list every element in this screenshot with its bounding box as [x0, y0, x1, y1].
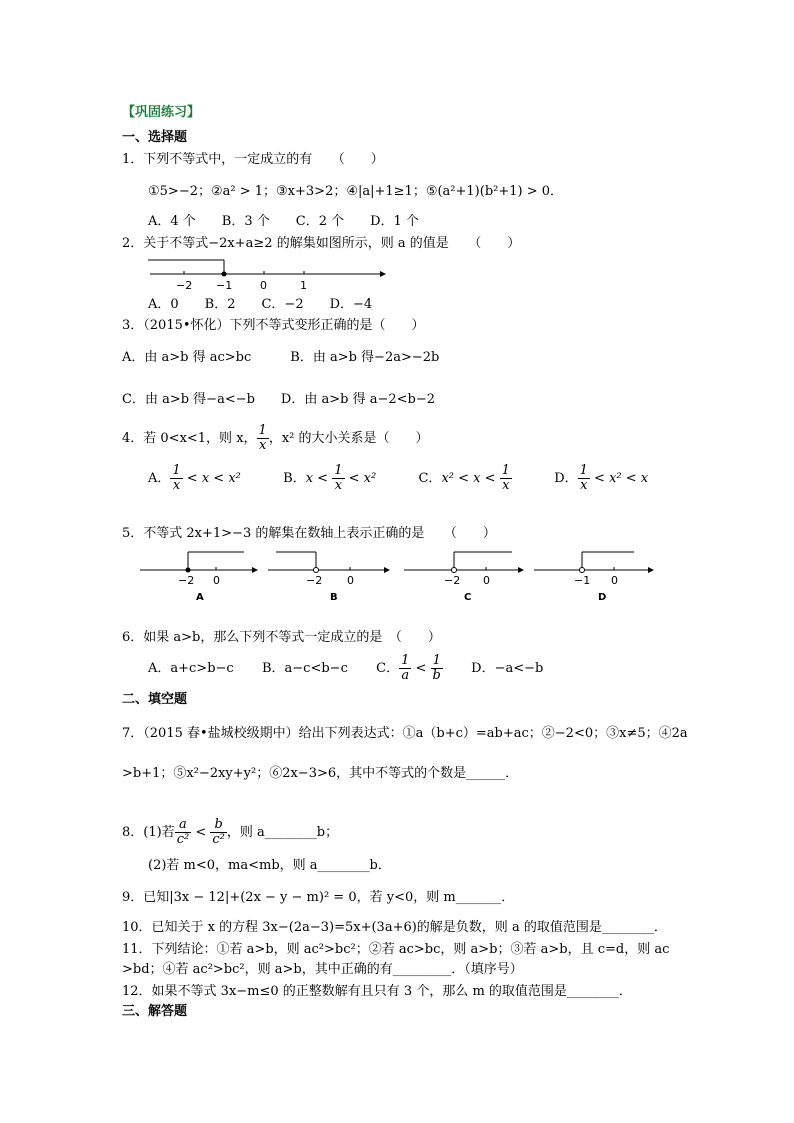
q11-line2: >bd；④若 ac²>bc²，则 a>b，其中正确的有_________．（填序号）	[122, 962, 523, 977]
q5-a-solid-point	[186, 568, 191, 573]
q3-stem: 3．（2015•怀化）下列不等式变形正确的是（ ）	[122, 318, 425, 333]
q5-b-tick: −2	[306, 574, 323, 587]
q2-number-line	[148, 256, 388, 294]
q5-d-label: D	[598, 592, 607, 602]
q5-c-tick: −2	[444, 574, 461, 587]
q5-c-tick: 0	[483, 574, 490, 587]
q4-option-a: A． $\frac{1}{x}$ < x < x²	[148, 463, 241, 493]
part-heading-choice: 一、选择题	[122, 130, 188, 145]
q3-options-cd: C．由 a>b 得−a<−b D．由 a>b 得 a−2<b−2	[122, 392, 436, 407]
q12-text: 12．如果不等式 3x−m≤0 的正整数解有且只有 3 个，那么 m 的取值范围是________．	[122, 984, 632, 999]
q5-d-open-point	[580, 568, 585, 573]
q2-tick-label: −2	[176, 279, 193, 292]
q4-options	[148, 464, 648, 494]
q9-text: 9．已知|3x − 12|+(2x − y − m)² = 0，若 y<0，则 m_______．	[122, 890, 515, 905]
q5-c-label: C	[464, 592, 472, 602]
q5-a-tick: 0	[213, 574, 220, 587]
q5-stem: 5．不等式 2x+1>−3 的解集在数轴上表示正确的是 （ ）	[122, 526, 496, 541]
q2-stem: 2．关于不等式−2x+a≥2 的解集如图所示，则 a 的值是 （ ）	[122, 236, 521, 251]
q7-line2: >b+1；⑤x²−2xy+y²；⑥2x−3>6，其中不等式的个数是______．	[122, 766, 519, 781]
q2-tick-label: 1	[300, 279, 307, 292]
q4-option-d: D． $\frac{1}{x}$ < x² < x	[554, 463, 649, 493]
q4-stem	[122, 424, 429, 454]
q5-axis-c	[404, 552, 524, 602]
q4-stem-start: 4．若 0<x<1，则 x，	[122, 431, 257, 446]
q6-options	[148, 654, 543, 684]
q5-b-tick: 0	[347, 574, 354, 587]
q6-option-c: C． $\frac{1}{a}$ < $\frac{1}{b}$	[376, 653, 441, 683]
part-heading-solve: 三、解答题	[122, 1004, 188, 1019]
q8-line2: (2)若 m<0，ma<mb，则 a________b．	[148, 858, 391, 873]
q4-option-c: C．x² < x < $\frac{1}{x}$	[418, 463, 510, 493]
q4-fraction-1-over-x: $\frac{1}{x}$	[258, 423, 267, 453]
q6-option-d: D．−a<−b	[471, 661, 544, 676]
q8-line1: 8．(1)若 $\frac{a}{\text{c²}}$ < $\frac{b}{\text{c²}}$ ，则 a________b；	[122, 817, 339, 847]
q6-option-b: B．a−c<b−c	[261, 661, 348, 676]
q10-text: 10．已知关于 x 的方程 3x−(2a−3)=5x+(3a+6)的解是负数，则 a 的取值范围是________．	[122, 920, 667, 935]
q5-a-tick: −2	[178, 574, 195, 587]
q5-axis-b	[268, 552, 390, 602]
q4-option-b: B．x < $\frac{1}{x}$ < x²	[283, 463, 377, 493]
q2-tick-label: 0	[260, 279, 267, 292]
q5-a-label: A	[196, 592, 204, 602]
q5-d-tick: 0	[611, 574, 618, 587]
part-heading-fill: 二、填空题	[122, 692, 188, 707]
q5-b-open-point	[314, 568, 319, 573]
section-header: 【巩固练习】	[122, 105, 201, 120]
q1-stem: 1．下列不等式中，一定成立的有 （ ）	[122, 152, 384, 167]
q6-stem: 6．如果 a>b，那么下列不等式一定成立的是 （ ）	[122, 630, 441, 645]
q2-solid-point	[222, 272, 227, 277]
q2-tick-label: −1	[216, 279, 233, 292]
q5-number-lines	[140, 546, 660, 602]
q5-c-open-point	[452, 568, 457, 573]
q6-option-a: A．a+c>b−c	[148, 661, 234, 676]
q3-options-ab: A．由 a>b 得 ac>bc B．由 a>b 得−2a>−2b	[122, 350, 440, 365]
q4-stem-end: ，x² 的大小关系是（ ）	[268, 431, 429, 446]
q2-options: A．0 B．2 C．−2 D．−4	[148, 297, 373, 312]
q1-items: ①5>−2；②a² > 1；③x+3>2；④|a|+1≥1；⑤(a²+1)(b²+1) > 0．	[148, 184, 564, 199]
q7-line1: 7．（2015 春•盐城校级期中）给出下列表达式：①a（b+c）=ab+ac；②−2<0；③x≠5；④2a	[122, 726, 688, 741]
q1-options: A．4 个 B．3 个 C．2 个 D．1 个	[148, 214, 419, 229]
q5-d-tick: −1	[574, 574, 591, 587]
q5-axis-a	[140, 552, 258, 602]
q5-b-label: B	[330, 592, 338, 602]
q11-line1: 11．下列结论：①若 a>b，则 ac²>bc²；②若 ac>bc，则 a>b；③若 a>b，且 c=d，则 ac	[122, 942, 670, 957]
q5-axis-d	[534, 552, 654, 602]
